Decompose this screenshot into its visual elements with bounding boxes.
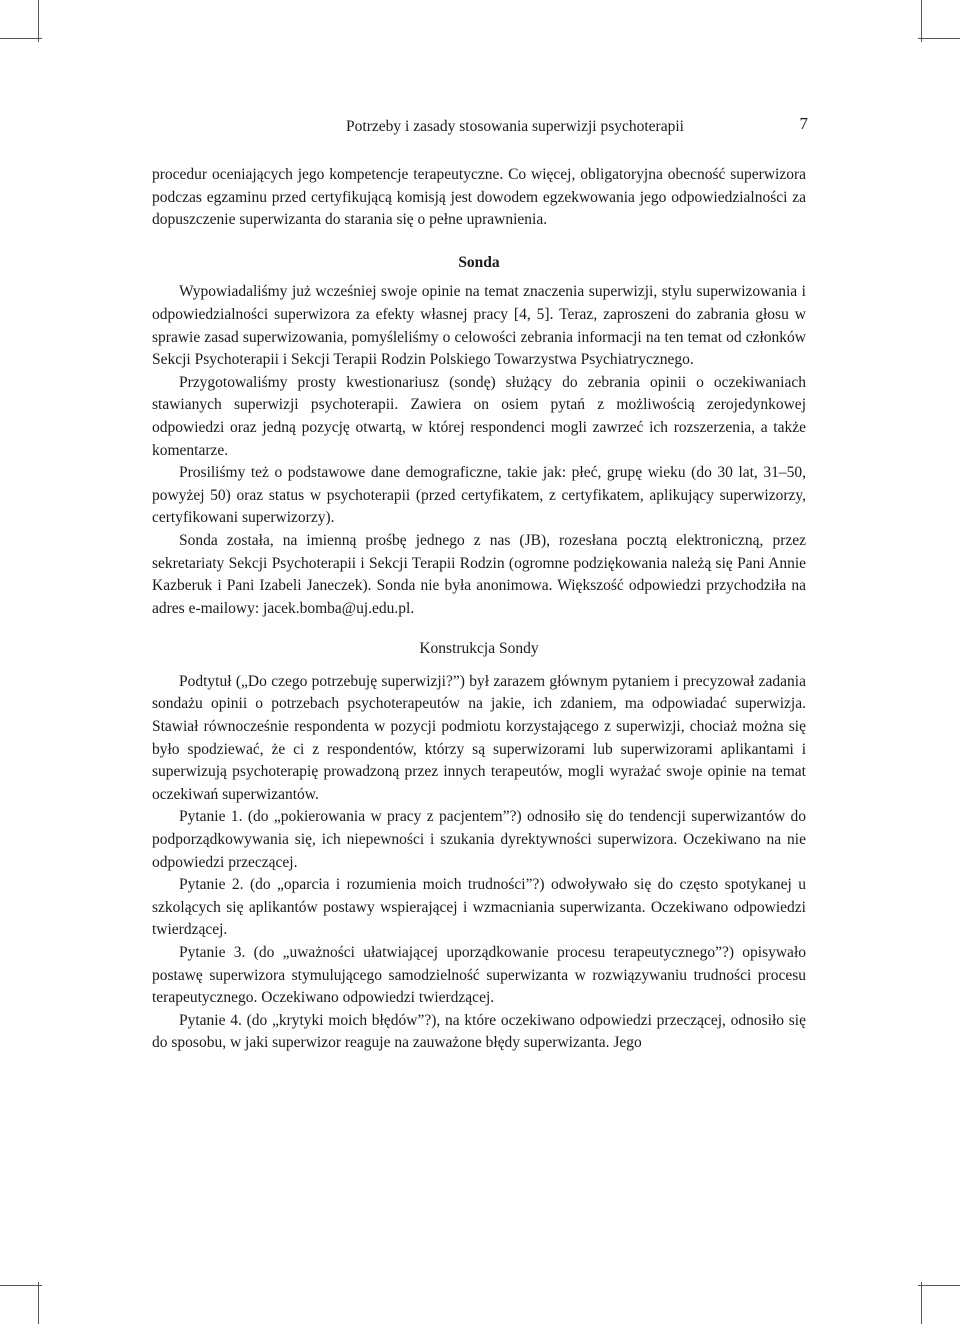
crop-mark-top-right-horizontal (918, 38, 960, 39)
section-heading-konstrukcja: Konstrukcja Sondy (419, 640, 539, 658)
section-heading-sonda: Sonda (458, 253, 500, 271)
running-header (152, 114, 808, 140)
page-number: 7 (799, 114, 808, 133)
paragraph: Prosiliśmy też o podstawowe dane demograficzne, takie jak: płeć, grupę wieku (do 30 lat, 31–50, powyżej 50) oraz status w psychoterapii (przed certyfikatem, z certyfikatem, aplikujący superwizorzy, certyfikowani superwizorzy). (152, 464, 806, 527)
crop-mark-bottom-right-horizontal (918, 1285, 960, 1286)
crop-mark-top-left (38, 0, 39, 42)
page-body (152, 164, 806, 1055)
paragraph: Wypowiadaliśmy już wcześniej swoje opinie na temat znaczenia superwizji, stylu superwizowania i odpowiedzialności superwizora za efekty własnej pracy [4, 5]. Teraz, zaproszeni do zabrania głosu w sprawie zasad superwizowania, pomyśleliśmy o celowości zebrania informacji na ten temat od członków Sekcji Psychoterapii i Sekcji Terapii Rodzin Polskiego Towarzystwa Psychiatrycznego. (152, 283, 806, 369)
crop-mark-bottom-left (38, 1282, 39, 1324)
paragraph-question-4: Pytanie 4. (do „krytyki moich błędów”?), na które oczekiwano odpowiedzi przeczącej, odnosiło się do sposobu, w jaki superwizor reaguje na zauważone błędy superwizanta. Jego (152, 1011, 806, 1052)
paragraph: Przygotowaliśmy prosty kwestionariusz (sondę) służący do zebrania opinii o oczekiwaniach stawianych superwizji psychoterapii. Zawiera on osiem pytań z możliwością zerojedynkowej odpowiedzi oraz jedną pozycję otwartą, w której respondenci mogli zawrzeć ich rozszerzenia, a także komentarze. (152, 373, 806, 459)
paragraph-question-3: Pytanie 3. (do „uważności ułatwiającej uporządkowanie procesu terapeutycznego”?) opisywało postawę superwizora stymulującego samodzielność superwizanta w rozwiązywaniu trudności procesu terapeutycznego. Oczekiwano odpowiedzi twierdzącej. (152, 944, 806, 1007)
paragraph-continued: procedur oceniających jego kompetencje terapeutyczne. Co więcej, obligatoryjna obecność superwizora podczas egzaminu przed certyfikującą komisją jest dowodem egzekwowania jego odpowiedzialności za dopuszczenie superwizanta do starania się o pełne uprawnienia. (152, 166, 806, 229)
paragraph-question-1: Pytanie 1. (do „pokierowania w pracy z pacjentem”?) odnosiło się do tendencji superwizantów do podporządkowywania się, ich niepewności i szukania dyrektywności superwizora. Oczekiwano na nie odpowiedzi przeczącej. (152, 808, 806, 871)
paragraph: Podtytuł („Do czego potrzebuję superwizji?”) był zarazem głównym pytaniem i precyzował zadania sondażu opinii o potrzebach psychoterapeutów na jakie, ich zdaniem, ma odpowiadać superwizja. Stawiał równocześnie respondenta w pozycji podmiotu korzystającego z superwizji, chociaż można się było spodziewać, że ci z respondentów, którzy są superwizorami lub superwizorami aplikantami i superwizują psychoterapię prowadzoną przez innych terapeutów, mogli wyrażać swoje opinie na temat oczekiwań superwizantów. (152, 672, 806, 803)
crop-mark-top-left-horizontal (0, 38, 42, 39)
running-title: Potrzeby i zasady stosowania superwizji psychoterapii (346, 118, 684, 135)
crop-mark-bottom-right (921, 1282, 922, 1324)
crop-mark-bottom-left-horizontal (0, 1285, 42, 1286)
paragraph: Sonda została, na imienną prośbę jednego z nas (JB), rozesłana pocztą elektroniczną, przez sekretariaty Sekcji Psychoterapii i Sekcji Terapii Rodzin (ogromne podziękowania należą się Pani Annie Kazberuk i Pani Izabeli Janeczek). Sonda nie była anonimowa. Większość odpowiedzi przychodziła na adres e-mailowy: jacek.bomba@uj.edu.pl. (152, 531, 806, 617)
paragraph-question-2: Pytanie 2. (do „oparcia i rozumienia moich trudności”?) odwoływało się do często spotykanej u szkolących się aplikantów postawy wspierającej i wzmacniania superwizanta. Oczekiwano odpowiedzi twierdzącej. (152, 876, 806, 939)
crop-mark-top-right (921, 0, 922, 42)
